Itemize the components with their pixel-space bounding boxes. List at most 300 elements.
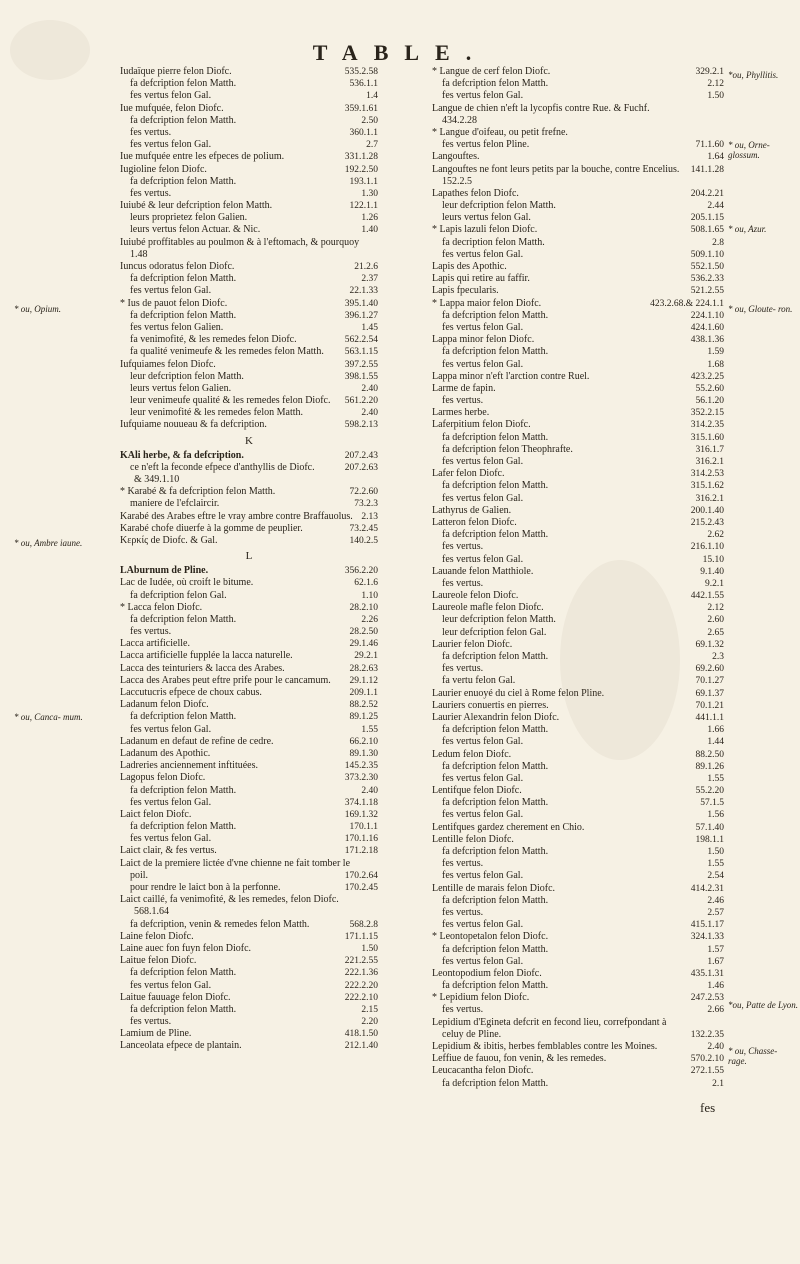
index-entry <box>120 395 378 407</box>
entry-reference: 1.26 <box>361 213 378 224</box>
entry-reference: 373.2.30 <box>344 773 378 784</box>
left-column <box>120 66 378 1053</box>
index-entry <box>120 663 378 675</box>
index-entry <box>432 419 724 431</box>
entry-text: & 349.1.10 <box>134 474 180 485</box>
index-entry <box>120 736 378 748</box>
index-entry <box>120 462 378 474</box>
entry-reference: 552.1.50 <box>690 262 724 272</box>
entry-reference: 2.66 <box>707 1005 724 1016</box>
index-entry <box>432 749 724 761</box>
entry-reference: 415.1.17 <box>690 920 724 931</box>
entry-reference: 29.1.46 <box>349 639 378 650</box>
index-entry <box>432 444 724 456</box>
entry-text: fes vertus felon Gal. <box>442 248 524 260</box>
entry-reference: 57.1.5 <box>700 798 724 809</box>
section-letter: L <box>245 550 253 563</box>
entry-reference: 1.67 <box>707 956 724 967</box>
index-entry <box>432 139 724 151</box>
index-entry <box>432 1065 724 1077</box>
index-entry <box>120 237 378 249</box>
entry-reference: 2.62 <box>707 530 724 541</box>
entry-text: Laferpitium felon Diofc. <box>432 419 531 431</box>
entry-reference: 193.1.1 <box>349 176 378 187</box>
index-entry <box>120 127 378 139</box>
entry-text: Leucacantha felon Diofc. <box>432 1065 534 1077</box>
index-entry <box>120 748 378 760</box>
index-entry <box>432 127 724 139</box>
entry-reference: 89.1.30 <box>349 748 378 759</box>
entry-text: Latteron felon Diofc. <box>432 516 517 528</box>
entry-text: fes vertus. <box>130 626 172 638</box>
index-entry <box>120 310 378 322</box>
index-entry <box>120 261 378 273</box>
entry-reference: 224.1.10 <box>690 310 724 321</box>
entry-text: * Lapis lazuli felon Diofc. <box>432 224 538 236</box>
entry-reference: 374.1.18 <box>344 797 378 808</box>
entry-text: fa defcription felon Matth. <box>130 273 237 285</box>
index-entry <box>120 273 378 285</box>
entry-reference: 170.1.1 <box>349 822 378 833</box>
entry-text: Langue de chien n'eft la lycopfis contre Rue. & Fuchf. <box>432 102 650 114</box>
entry-reference: 69.2.60 <box>695 664 724 675</box>
entry-text: poil. <box>130 869 149 881</box>
index-entry <box>432 456 724 468</box>
entry-reference: 222.1.36 <box>344 968 378 979</box>
entry-text: Langouftes. <box>432 151 480 163</box>
entry-text: Lanceolata efpece de plantain. <box>120 1040 242 1052</box>
entry-text: fes vertus felon Gal. <box>442 919 524 931</box>
entry-reference: 71.1.60 <box>695 140 724 151</box>
entry-text: fes vertus. <box>130 187 172 199</box>
index-entry <box>432 1004 724 1016</box>
entry-reference: 329.2.1 <box>695 67 724 77</box>
entry-reference: 170.2.64 <box>344 870 378 881</box>
entry-reference: 247.2.53 <box>690 993 724 1004</box>
entry-reference: 2.40 <box>707 1042 724 1052</box>
entry-text: Ledum felon Diofc. <box>432 748 512 760</box>
entry-reference: 435.1.31 <box>690 968 724 979</box>
entry-reference: 2.40 <box>361 383 378 394</box>
entry-text: Lepidium & ibitis, herbes femblables contre les Moines. <box>432 1041 658 1052</box>
entry-text: Ladanum des Apothic. <box>120 747 211 759</box>
entry-reference: 316.2.1 <box>695 457 724 467</box>
entry-text: Laitue felon Diofc. <box>120 955 197 967</box>
entry-reference: 356.2.20 <box>344 566 378 577</box>
index-entry <box>432 931 724 943</box>
entry-text: leur defcription felon Gal. <box>442 626 547 638</box>
entry-text: fa venimofité, & les remedes felon Diofc. <box>130 334 297 346</box>
entry-reference: 324.1.33 <box>690 932 724 943</box>
entry-reference: 15.10 <box>702 554 724 565</box>
index-entry <box>432 115 724 127</box>
index-entry <box>432 371 724 383</box>
index-entry <box>120 577 378 589</box>
index-entry <box>120 590 378 602</box>
entry-reference: 140.2.5 <box>349 535 378 546</box>
entry-text: Laureole mafle felon Diofc. <box>432 602 544 614</box>
paper-stain <box>560 560 680 760</box>
entry-reference: 171.1.15 <box>344 931 378 942</box>
entry-reference: 9.2.1 <box>705 578 724 589</box>
entry-reference: 88.2.52 <box>349 700 378 711</box>
entry-text: Iudaïque pierre felon Diofc. <box>120 66 232 77</box>
entry-text: fes vertus felon Gal. <box>130 90 212 102</box>
entry-text: Κερκίς de Diofc. & Gal. <box>120 534 218 546</box>
entry-text: * Karabé & fa defcription felon Matth. <box>120 486 276 498</box>
index-entry <box>120 285 378 297</box>
entry-text: fes vertus felon Gal. <box>442 955 524 967</box>
index-entry <box>432 956 724 968</box>
entry-text: Ladanum felon Diofc. <box>120 699 209 711</box>
entry-reference: 272.1.55 <box>690 1066 724 1077</box>
entry-text: Laccutucris efpece de choux cabus. <box>120 687 262 698</box>
entry-reference: 536.2.33 <box>690 274 724 285</box>
entry-reference: 2.40 <box>361 785 378 796</box>
index-entry <box>432 90 724 102</box>
entry-text: fes vertus felon Gal. <box>442 358 524 370</box>
index-entry <box>120 675 378 687</box>
entry-reference: 414.2.31 <box>690 883 724 894</box>
entry-text: fes vertus felon Gal. <box>442 90 524 102</box>
entry-text: Lagopus felon Diofc. <box>120 772 206 784</box>
entry-reference: 2.37 <box>361 274 378 285</box>
entry-text: fes vertus felon Gal. <box>442 492 524 504</box>
index-entry <box>432 980 724 992</box>
index-entry <box>120 371 378 383</box>
index-entry <box>432 66 724 78</box>
entry-reference: 222.2.20 <box>344 980 378 991</box>
index-entry <box>432 529 724 541</box>
entry-reference: 215.2.43 <box>690 517 724 528</box>
index-entry <box>120 1040 378 1052</box>
index-entry <box>120 334 378 346</box>
index-entry <box>120 1016 378 1028</box>
index-entry <box>432 237 724 249</box>
index-entry <box>432 224 724 236</box>
entry-reference: 1.55 <box>707 859 724 870</box>
entry-reference: 2.13 <box>361 511 378 522</box>
index-entry <box>120 626 378 638</box>
entry-reference: 438.1.36 <box>690 335 724 346</box>
entry-text: * Langue d'oifeau, ou petit frefne. <box>432 126 568 138</box>
entry-text: fa defcription felon Matth. <box>442 651 549 662</box>
entry-reference: 2.15 <box>361 1004 378 1015</box>
entry-text: fes vertus felon Gal. <box>442 870 524 882</box>
entry-reference: 568.2.8 <box>349 919 378 930</box>
entry-reference: 28.2.63 <box>349 663 378 674</box>
entry-text: Laurier felon Diofc. <box>432 638 513 650</box>
entry-reference: 2.50 <box>361 115 378 126</box>
entry-text: fes vertus felon Gal. <box>130 285 212 297</box>
entry-reference: 221.2.55 <box>344 956 378 967</box>
index-entry <box>120 523 378 535</box>
entry-text: * Ius de pauot felon Diofc. <box>120 297 228 309</box>
entry-reference: 2.1 <box>712 1078 724 1089</box>
entry-text: Lapathes felon Diofc. <box>432 187 519 199</box>
entry-text: Laurier enuoyé du ciel à Rome felon Pline. <box>432 687 605 699</box>
entry-reference: 56.1.20 <box>695 396 724 407</box>
entry-text: Karabé chofe diuerfe à la gomme de peuplier. <box>120 522 303 534</box>
entry-reference: 1.46 <box>707 981 724 992</box>
entry-text: Iuncus odoratus felon Diofc. <box>120 261 235 272</box>
entry-reference: 316.1.7 <box>695 444 724 455</box>
entry-text: maniere de l'efclaircir. <box>130 498 220 510</box>
index-entry <box>432 200 724 212</box>
entry-text: fa decription felon Matth. <box>442 236 545 248</box>
entry-reference: 359.1.61 <box>344 103 378 114</box>
entry-reference: 204.2.21 <box>690 188 724 199</box>
entry-text: Iuiubé & leur defcription felon Matth. <box>120 200 273 212</box>
index-entry <box>432 395 724 407</box>
entry-text: fa vertu felon Gal. <box>442 675 516 687</box>
entry-text: fes vertus felon Gal. <box>130 139 212 151</box>
entry-reference: 2.54 <box>707 871 724 882</box>
entry-reference: 132.2.35 <box>690 1029 724 1040</box>
entry-reference: 1.55 <box>361 724 378 735</box>
margin-note-ambre: * ou, Ambre iaune. <box>14 538 83 548</box>
entry-text: fa defcription felon Matth. <box>442 797 549 809</box>
entry-text: Lauande felon Matthiole. <box>432 565 534 577</box>
margin-note-chasserage: * ou, Chasse- rage. <box>728 1046 778 1066</box>
section-letter: K <box>245 434 253 447</box>
entry-text: fa defcription, venin & remedes felon Matth. <box>130 918 310 930</box>
index-entry <box>432 1041 724 1053</box>
index-entry <box>120 224 378 236</box>
entry-text: Lentifques gardez cherement en Chio. <box>432 821 585 833</box>
entry-reference: 69.1.37 <box>695 688 724 699</box>
index-entry <box>120 614 378 626</box>
index-entry <box>120 346 378 358</box>
entry-text: Laitue fauuage felon Diofc. <box>120 991 231 1003</box>
index-entry <box>120 602 378 614</box>
entry-text: Lac de Iudée, où croift le bitume. <box>120 577 254 589</box>
index-entry <box>432 554 724 566</box>
entry-reference: 1.50 <box>361 943 378 954</box>
entry-reference: 222.2.10 <box>344 992 378 1003</box>
index-entry <box>120 1028 378 1040</box>
entry-text: fa defcription felon Matth. <box>442 724 549 736</box>
index-entry <box>432 346 724 358</box>
index-entry <box>432 164 724 176</box>
entry-reference: 1.10 <box>361 590 378 601</box>
entry-text: Ladanum en defaut de refine de cedre. <box>120 735 274 747</box>
index-entry <box>432 480 724 492</box>
entry-text: Lentille felon Diofc. <box>432 833 514 845</box>
entry-reference: 29.2.1 <box>354 651 378 662</box>
entry-text: leur defcription felon Matth. <box>442 614 556 626</box>
entry-reference: 314.2.35 <box>690 420 724 431</box>
entry-text: * Lappa maior felon Diofc. <box>432 297 542 309</box>
entry-text: fes vertus. <box>442 577 484 589</box>
entry-reference: 2.40 <box>361 408 378 419</box>
entry-reference: 315.1.62 <box>690 481 724 492</box>
entry-text: Lacca des Arabes peut eftre prife pour le cancamum. <box>120 674 331 686</box>
entry-reference: 563.1.15 <box>344 347 378 358</box>
index-entry <box>120 164 378 176</box>
entry-reference: 2.46 <box>707 895 724 906</box>
index-entry <box>432 541 724 553</box>
entry-reference: 1.4 <box>366 91 378 102</box>
entry-reference: 122.1.1 <box>349 201 378 212</box>
entry-text: fa defcription felon Matth. <box>442 846 549 857</box>
entry-reference: 2.26 <box>361 614 378 625</box>
entry-text: leur venimeufe qualité & les remedes felon Diofc. <box>130 395 331 407</box>
entry-text: Larme de fapin. <box>432 382 496 394</box>
entry-reference: 66.2.10 <box>349 736 378 747</box>
index-entry <box>432 809 724 821</box>
entry-text: Laine felon Diofc. <box>120 930 194 942</box>
index-entry <box>120 565 378 577</box>
entry-text: fa defcription felon Matth. <box>442 431 549 443</box>
index-entry <box>432 285 724 297</box>
index-entry <box>432 103 724 115</box>
index-entry <box>432 797 724 809</box>
entry-text: Langouftes ne font leurs petits par la bouche, contre Encelius. <box>432 163 680 175</box>
entry-text: fes vertus felon Gal. <box>442 772 524 784</box>
entry-reference: 198.1.1 <box>695 834 724 845</box>
entry-reference: 2.44 <box>707 201 724 212</box>
entry-text: Lentifque felon Diofc. <box>432 785 522 797</box>
index-entry <box>432 468 724 480</box>
index-entry <box>120 1004 378 1016</box>
index-entry <box>432 858 724 870</box>
entry-text: Karabé des Arabes eftre le vray ambre contre Braffauolus. <box>120 510 353 522</box>
entry-text: leurs vertus felon Gal. <box>442 212 531 224</box>
index-entry <box>120 322 378 334</box>
entry-text: fes vertus felon Gal. <box>442 736 524 748</box>
index-entry <box>120 980 378 992</box>
index-entry <box>432 1017 724 1029</box>
entry-reference: 1.40 <box>361 225 378 236</box>
entry-text: fes vertus. <box>442 1004 484 1016</box>
entry-text: Iufquiames felon Diofc. <box>120 358 216 370</box>
entry-text: fa defcription felon Matth. <box>442 78 549 90</box>
index-entry <box>120 772 378 784</box>
entry-text: fa defcription felon Matth. <box>130 1003 237 1015</box>
entry-text: Laict caillé, fa venimofité, & les remedes, felon Diofc. <box>120 894 339 906</box>
entry-text: ce n'eft la feconde efpece d'anthyllis de Diofc. <box>130 461 315 473</box>
margin-note-gloute: * ou, Gloute- ron. <box>728 304 793 314</box>
index-entry <box>120 200 378 212</box>
entry-reference: 2.12 <box>707 79 724 90</box>
entry-text: fes vertus felon Gal. <box>130 979 212 991</box>
index-entry <box>432 310 724 322</box>
entry-text: fes vertus felon Galien. <box>130 321 224 333</box>
entry-text: Lapis qui retire au faffir. <box>432 273 530 285</box>
index-entry <box>120 919 378 931</box>
index-entry <box>432 785 724 797</box>
index-entry <box>120 821 378 833</box>
entry-reference: 315.1.60 <box>690 432 724 443</box>
entry-text: Laureole felon Diofc. <box>432 590 519 602</box>
index-entry <box>120 785 378 797</box>
index-entry <box>120 383 378 395</box>
index-entry <box>432 968 724 980</box>
index-entry <box>120 498 378 510</box>
entry-reference: 562.2.54 <box>344 335 378 346</box>
entry-text: 152.2.5 <box>442 175 472 187</box>
entry-reference: 1.50 <box>707 847 724 857</box>
entry-text: fa defcription felon Matth. <box>130 613 237 625</box>
index-entry <box>120 760 378 772</box>
entry-text: Lapis fpecularis. <box>432 285 499 297</box>
entry-reference: 1.45 <box>361 322 378 333</box>
index-entry <box>120 78 378 90</box>
entry-reference: 69.1.32 <box>695 639 724 650</box>
entry-text: fa defcription felon Matth. <box>130 175 237 187</box>
margin-note-cancamum: * ou, Canca- mum. <box>14 712 83 722</box>
entry-text: fa defcription felon Matth. <box>442 480 549 492</box>
entry-reference: 535.2.58 <box>344 67 378 77</box>
entry-reference: 396.1.27 <box>344 310 378 321</box>
entry-reference: 88.2.50 <box>695 749 724 760</box>
entry-text: Lentille de marais felon Diofc. <box>432 882 556 894</box>
index-entry <box>432 992 724 1004</box>
paper-stain <box>10 20 90 80</box>
entry-text: fes vertus felon Gal. <box>442 809 524 821</box>
index-entry <box>120 188 378 200</box>
entry-text: Laurier Alexandrin felon Diofc. <box>432 711 560 723</box>
index-entry <box>120 249 378 261</box>
index-entry <box>432 249 724 261</box>
entry-text: fa defcription felon Matth. <box>442 1077 549 1089</box>
entry-reference: 2.8 <box>712 237 724 248</box>
entry-reference: 598.2.13 <box>344 420 378 431</box>
entry-text: Ladreries anciennement inftituées. <box>120 760 258 772</box>
index-entry <box>120 845 378 857</box>
index-entry <box>432 261 724 273</box>
entry-text: fa defcription felon Matth. <box>130 967 237 979</box>
entry-text: * Leontopetalon felon Diofc. <box>432 931 549 943</box>
entry-reference: 141.1.28 <box>690 164 724 175</box>
index-entry <box>432 773 724 785</box>
index-entry <box>432 298 724 310</box>
index-entry <box>120 66 378 78</box>
entry-text: pour rendre le laict bon à la perfonne. <box>130 882 281 893</box>
margin-note-opium: * ou, Opium. <box>14 304 61 314</box>
entry-reference: 442.1.55 <box>690 591 724 602</box>
index-entry <box>120 955 378 967</box>
index-entry <box>120 809 378 821</box>
index-entry <box>120 486 378 498</box>
entry-text: fes vertus felon Gal. <box>442 321 524 333</box>
entry-reference: 441.1.1 <box>695 712 724 723</box>
entry-text: Lamium de Pline. <box>120 1028 192 1040</box>
entry-reference: 1.50 <box>707 91 724 102</box>
entry-reference: 2.65 <box>707 627 724 638</box>
entry-text: leurs vertus felon Actuar. & Nic. <box>130 224 261 236</box>
entry-reference: 423.2.68.& 224.1.1 <box>650 298 724 309</box>
entry-text: leurs proprietez felon Galien. <box>130 212 248 224</box>
entry-text: fes vertus. <box>442 663 484 675</box>
entry-reference: 73.2.3 <box>354 499 378 510</box>
catchword: fes <box>700 1100 716 1115</box>
entry-reference: 205.1.15 <box>690 213 724 224</box>
entry-reference: 209.1.1 <box>349 688 378 698</box>
entry-text: fes vertus. <box>442 395 484 407</box>
entry-reference: 57.1.40 <box>695 822 724 833</box>
index-entry <box>120 450 378 462</box>
index-entry <box>120 535 378 547</box>
entry-text: fes vertus. <box>442 858 484 870</box>
entry-reference: 170.2.45 <box>344 883 378 893</box>
index-entry <box>120 407 378 419</box>
margin-note-ornithoglossum: * ou, Orne- glossum. <box>728 140 770 160</box>
entry-text: fa defcription felon Matth. <box>442 943 549 955</box>
index-entry <box>120 212 378 224</box>
entry-reference: 1.68 <box>707 359 724 370</box>
